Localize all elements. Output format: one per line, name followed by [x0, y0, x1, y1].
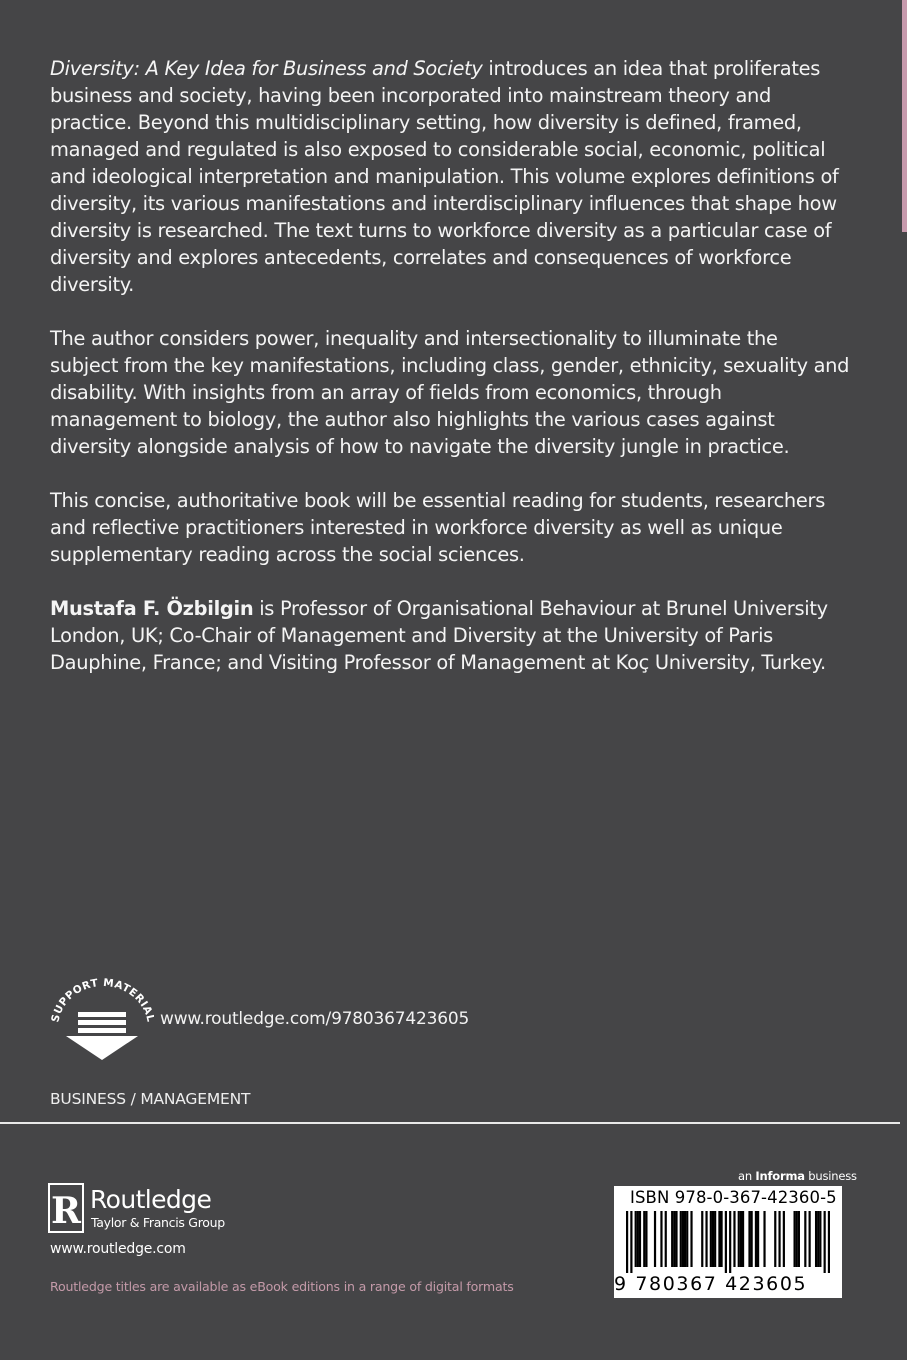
author-bio: [50, 595, 850, 676]
barcode-bar: [798, 1211, 800, 1267]
publisher-website[interactable]: www.routledge.com: [50, 1241, 186, 1257]
barcode-bar: [729, 1211, 731, 1273]
barcode-bar: [751, 1211, 753, 1267]
author-name: Mustafa F. Özbilgin: [50, 597, 254, 620]
barcode-bar: [742, 1211, 744, 1267]
barcode-bar: [682, 1211, 684, 1267]
download-arrow-icon: [48, 978, 154, 1062]
barcode-bar: [809, 1211, 811, 1267]
barcode-bar: [796, 1211, 798, 1267]
barcode-bars: [626, 1211, 830, 1273]
barcode-digits: 9 780367 423605: [614, 1273, 808, 1295]
publisher-name: Routledge: [90, 1185, 212, 1214]
barcode-bar: [637, 1211, 639, 1267]
isbn-barcode: [614, 1186, 842, 1298]
barcode-bar: [710, 1211, 712, 1267]
routledge-r-icon: [48, 1183, 84, 1233]
blurb-paragraph-2: The author considers power, inequality and intersectionality to illuminate the subject from the key manifestations, including class, gender, ethnicity, sexuality and disability. With insights from an array of fields from economics, through management to biology, the author also highlights the various cases against diversity alongside analysis of how to navigate the diversity jungle in practice.: [50, 327, 850, 458]
barcode-bar: [828, 1211, 830, 1273]
subject-category: BUSINESS / MANAGEMENT: [50, 1090, 251, 1108]
barcode-bar: [804, 1211, 806, 1267]
barcode-bar: [654, 1211, 656, 1267]
divider: [0, 1122, 900, 1124]
barcode-bar: [757, 1211, 759, 1267]
back-cover-blurb: [50, 55, 850, 703]
barcode-bar: [675, 1211, 677, 1267]
barcode-bar: [645, 1211, 647, 1267]
barcode-bar: [824, 1211, 826, 1273]
barcode-bar: [630, 1211, 632, 1273]
barcode-bar: [783, 1211, 785, 1267]
barcode-bar: [819, 1211, 821, 1267]
informa-prefix: an: [738, 1169, 756, 1183]
barcode-bar: [686, 1211, 688, 1267]
barcode-bar: [748, 1211, 750, 1267]
barcode-bar: [755, 1211, 757, 1267]
barcode-bar: [705, 1211, 707, 1267]
informa-brand: Informa: [755, 1169, 805, 1183]
informa-suffix: business: [804, 1169, 857, 1183]
edge-accent-bar: [902, 0, 907, 232]
barcode-bar: [639, 1211, 641, 1267]
barcode-bar: [817, 1211, 819, 1267]
barcode-bar: [714, 1211, 716, 1267]
support-material-label: SUPPORT MATERIA: [49, 978, 154, 1024]
barcode-bar: [793, 1211, 795, 1267]
routledge-logo: [48, 1183, 238, 1235]
barcode-bar: [635, 1211, 637, 1267]
barcode-bar: [720, 1211, 722, 1267]
barcode-bar: [763, 1211, 765, 1267]
informa-business-label: [738, 1169, 857, 1183]
routledge-logo-letter: R: [51, 1190, 81, 1232]
barcode-bar: [643, 1211, 645, 1267]
publisher-group: Taylor & Francis Group: [91, 1215, 225, 1230]
barcode-bar: [680, 1211, 682, 1267]
blurb-paragraph-1-text: introduces an idea that proliferates business and society, having been incorporated into mainstream theory and practice. Beyond this multidisciplinary setting, how diversity is defined, framed, managed and regulated is also exposed to considerable social, economic, political and ideological interpretation and manipulation. This volume explores definitions of diversity, its various manifestations and interdisciplinary influences that shape how diversity is researched. The text turns to workforce diversity as a particular case of diversity and explores antecedents, correlates and consequences of workforce diversity.: [50, 57, 839, 296]
barcode-bar: [690, 1211, 692, 1267]
barcode-bar: [671, 1211, 673, 1267]
barcode-bar: [701, 1211, 703, 1267]
support-material-badge: [48, 978, 154, 1062]
book-title: Diversity: A Key Idea for Business and Society: [50, 57, 483, 80]
barcode-bar: [815, 1211, 817, 1267]
barcode-bar: [712, 1211, 714, 1267]
barcode-bar: [718, 1211, 720, 1267]
blurb-paragraph-3: This concise, authoritative book will be essential reading for students, researchers and reflective practitioners interested in workforce diversity as well as unique supplementary reading across the social sciences.: [50, 489, 826, 566]
barcode-bar: [778, 1211, 780, 1267]
barcode-bar: [660, 1211, 662, 1267]
barcode-bar: [626, 1211, 628, 1273]
barcode-bar: [740, 1211, 742, 1267]
barcode-bar: [733, 1211, 735, 1267]
barcode-bar: [673, 1211, 675, 1267]
ebook-availability-note: Routledge titles are available as eBook editions in a range of digital formats: [50, 1279, 514, 1294]
support-material-link[interactable]: www.routledge.com/9780367423605: [160, 1009, 470, 1029]
author-bio-text: is Professor of Organisational Behaviour at Brunel University London, UK; Co-Chair of Management and Diversity at the University of Paris Dauphine, France; and Visiting Professor of Management at Koç University, Turkey.: [50, 597, 828, 674]
isbn-number: ISBN 978-0-367-42360-5: [630, 1188, 837, 1207]
barcode-bar: [774, 1211, 776, 1267]
blurb-paragraph-1: [50, 55, 850, 298]
barcode-bar: [684, 1211, 686, 1267]
barcode-bar: [738, 1211, 740, 1267]
barcode-bar: [665, 1211, 667, 1267]
barcode-bar: [725, 1211, 727, 1273]
